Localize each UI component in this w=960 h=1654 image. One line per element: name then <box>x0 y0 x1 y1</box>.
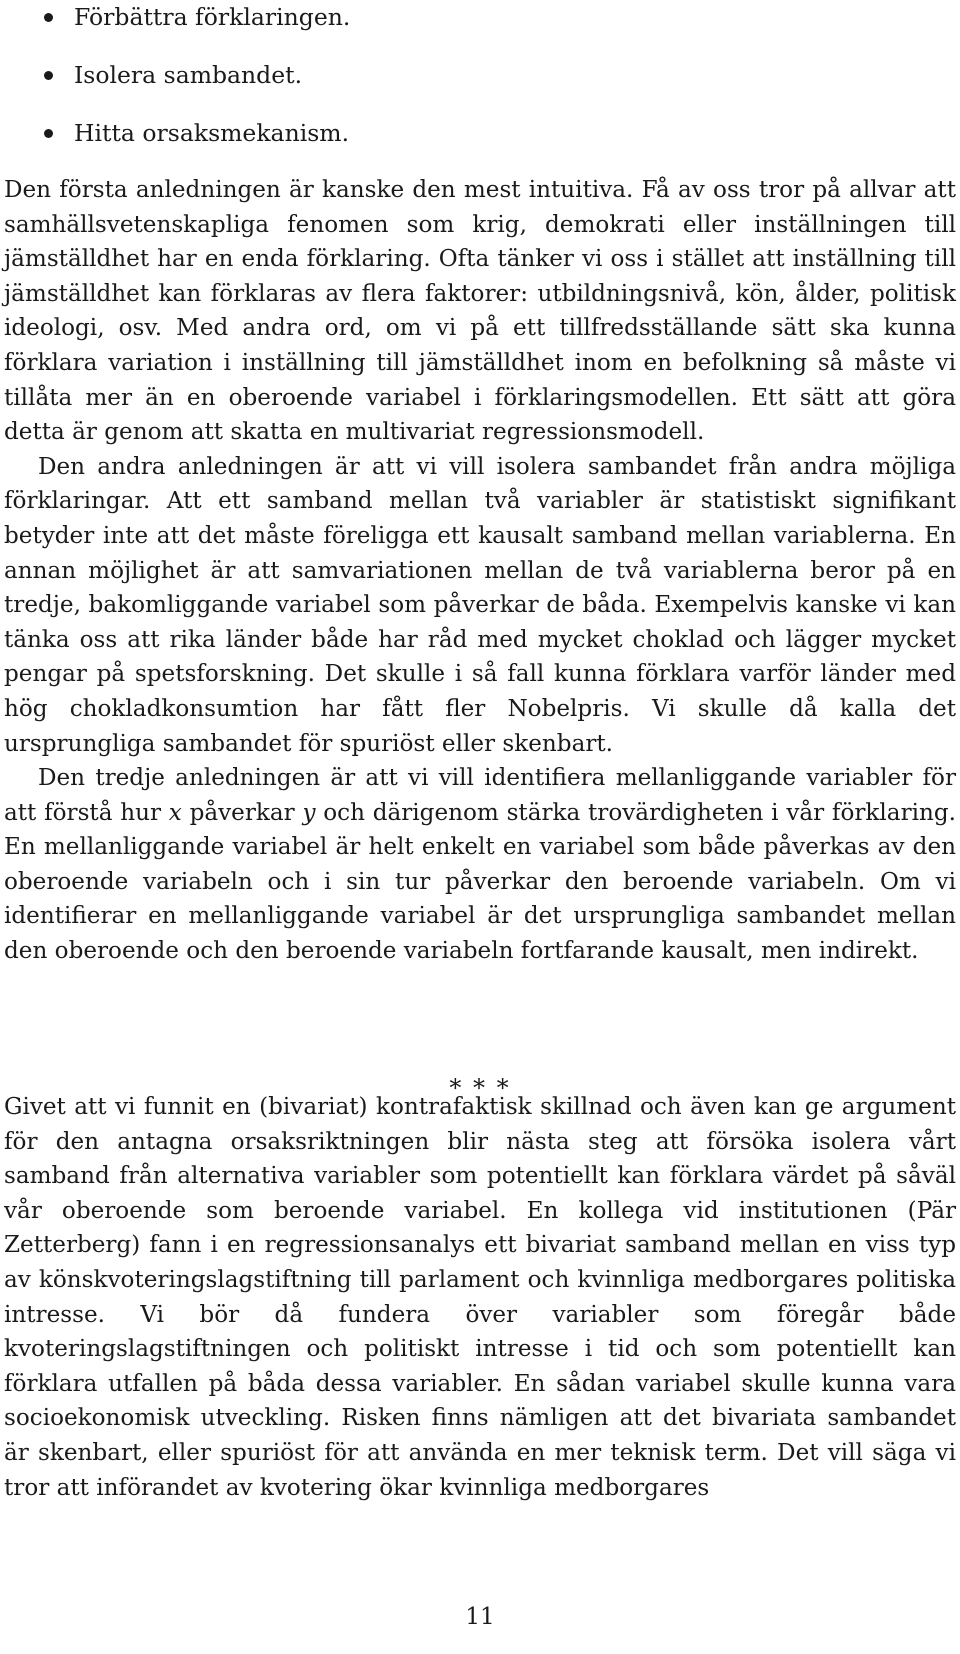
math-variable-y: y <box>302 799 316 826</box>
bullet-text: Isolera sambandet. <box>74 61 303 89</box>
math-variable-x: x <box>168 799 182 826</box>
paragraph-text: påverkar <box>181 799 303 826</box>
bullet-dot-icon <box>44 129 53 138</box>
bullet-list <box>0 0 960 176</box>
bullet-item <box>0 118 960 176</box>
bullet-text: Hitta orsaksmekanism. <box>74 119 350 147</box>
section-one <box>4 173 956 969</box>
paragraph-third-reason <box>4 761 956 969</box>
bullet-text: Förbättra förklaringen. <box>74 3 351 31</box>
paragraph-first-reason: Den första anledningen är kanske den mest intuitiva. Få av oss tror på allvar att samhällsvetenskapliga fenomen som krig, demokrati eller inställningen till jämställdhet har en enda förklaring. Ofta tänker vi oss i stället att inställning till jämställdhet kan förklaras av flera faktorer: utbildningsnivå, kön, ålder, politisk ideologi, osv. Med andra ord, om vi på ett tillfredsställande sätt ska kunna förklara variation i inställning till jämställdhet inom en befolkning så måste vi tillåta mer än en oberoende variabel i förklaringsmodellen. Ett sätt att göra detta är genom att skatta en multivariat regressionsmodell. <box>4 177 956 446</box>
paragraph-text: och därigenom stärka trovärdigheten i vår förklaring. En mellanliggande variabel är helt enkelt en variabel som både påverkas av den oberoende variabeln och i sin tur påverkar den beroende variabeln. Om vi identifierar en mellanliggande variabel är det ursprungliga sambandet mellan den oberoende och den beroende variabeln fortfarande kausalt, men indirekt. <box>4 799 956 965</box>
paragraph-text: Den tredje anledningen är att vi vill identifiera mellanliggande variabler för att förstå hur <box>4 765 956 826</box>
bullet-dot-icon <box>44 13 53 22</box>
paragraph-isolation: Givet att vi funnit en (bivariat) kontrafaktisk skillnad och även kan ge argument för den antagna orsaksriktningen blir nästa steg att försöka isolera vårt samband från alternativa variabler som potentiellt kan förklara värdet på såväl vår oberoende som beroende variabel. En kollega vid institutionen (Pär Zetterberg) fann i en regressionsanalys ett bivariat samband mellan en viss typ av könskvoteringslagstiftning till parlament och kvinnliga medborgares politiska intresse. Vi bör då fundera över variabler som föregår både kvoteringslagstiftningen och politiskt intresse i tid och som potentiellt kan förklara utfallen på båda dessa variabler. En sådan variabel skulle kunna vara socioekonomisk utveckling. Risken finns nämligen att det bivariata sambandet är skenbart, eller spuriöst för att använda en mer teknisk term. Det vill säga vi tror att införandet av kvotering ökar kvinnliga medborgares <box>4 1094 956 1501</box>
section-two <box>4 1090 956 1505</box>
page-number: 11 <box>465 1604 495 1630</box>
bullet-item <box>0 2 960 60</box>
bullet-dot-icon <box>44 71 53 80</box>
section-separator: * * * <box>449 1074 511 1102</box>
bullet-item <box>0 60 960 118</box>
paragraph-second-reason: Den andra anledningen är att vi vill isolera sambandet från andra möjliga förklaringar. Att ett samband mellan två variabler är statistiskt signifikant betyder inte att det måste föreligga ett kausalt samband mellan variablerna. En annan möjlighet är att samvariationen mellan de två variablerna beror på en tredje, bakomliggande variabel som påverkar de båda. Exempelvis kanske vi kan tänka oss att rika länder både har råd med mycket choklad och lägger mycket pengar på spetsforskning. Det skulle i så fall kunna förklara varför länder med hög chokladkonsumtion har fått fler Nobelpris. Vi skulle då kalla det ursprungliga sambandet för spuriöst eller skenbart. <box>4 453 956 757</box>
